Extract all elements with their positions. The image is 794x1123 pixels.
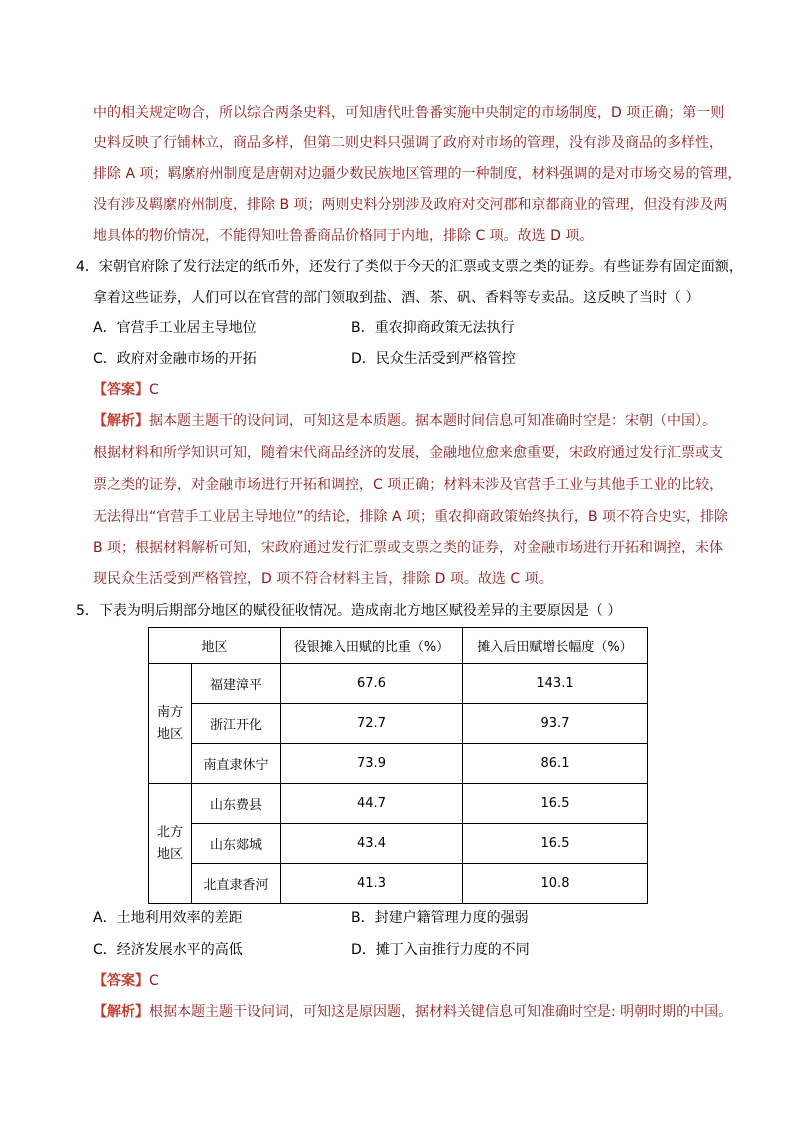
prev-analysis-line-3: 排除 A 项；羁縻府州制度是唐朝对边疆少数民族地区管理的一种制度，材料强调的是对市场交易的管理， xyxy=(93,166,742,182)
q5-option-d: D．摊丁入亩推行力度的不同 xyxy=(351,942,530,958)
prev-analysis-line-5: 地具体的物价情况，不能得知吐鲁番商品价格同于内地，排除 C 项。故选 D 项。 xyxy=(93,228,594,244)
ratio-cell: 41.3 xyxy=(281,864,463,904)
q5-analysis-text: 根据本题主题干设问词，可知这是原因题，据材料关键信息可知准确时空是: 明朝时期的中国。 xyxy=(149,1004,733,1020)
ratio-cell: 72.7 xyxy=(281,704,463,744)
region-cell-north xyxy=(149,784,192,904)
region-north-line-2: 地区 xyxy=(156,846,183,862)
place-cell: 山东郯城 xyxy=(192,824,281,864)
prev-analysis-line-1: 中的相关规定吻合，所以综合两条史料，可知唐代吐鲁番实施中央制定的市场制度，D 项正确；第一则 xyxy=(93,105,725,121)
table-row xyxy=(149,824,648,864)
ratio-cell: 44.7 xyxy=(281,784,463,824)
region-cell-south xyxy=(149,664,192,784)
q5-analysis-tag: 【解析】 xyxy=(93,1004,149,1020)
table-row xyxy=(149,744,648,784)
header-growth: 摊入后田赋增长幅度（%） xyxy=(463,628,648,664)
q5-answer-tag: 【答案】 xyxy=(93,973,149,989)
place-cell: 福建漳平 xyxy=(192,664,281,704)
prev-analysis-line-2: 史料反映了行铺林立，商品多样，但第二则史料只强调了政府对市场的管理，没有涉及商品的多样性， xyxy=(93,135,723,151)
place-cell: 浙江开化 xyxy=(192,704,281,744)
growth-cell: 10.8 xyxy=(463,864,648,904)
growth-cell: 143.1 xyxy=(463,664,648,704)
q4-answer-value: C xyxy=(149,382,159,398)
q4-answer-tag: 【答案】 xyxy=(93,382,149,398)
q4-stem-line-2: 拿着这些证券，人们可以在官营的部门领取到盐、酒、茶、矾、香料等专卖品。这反映了当时（ ） xyxy=(93,290,700,306)
ratio-cell: 43.4 xyxy=(281,824,463,864)
table-row xyxy=(149,784,648,824)
q5-option-c: C．经济发展水平的高低 xyxy=(93,942,243,958)
q4-option-b: B．重农抑商政策无法执行 xyxy=(351,320,515,336)
q5-answer-value: C xyxy=(149,973,159,989)
q4-analysis-line-4: 无法得出“官营手工业居主导地位”的结论，排除 A 项；重农抑商政策始终执行，B 项不符合史实，排除 xyxy=(93,509,729,525)
place-cell: 山东费县 xyxy=(192,784,281,824)
q5-stem: 5．下表为明后期部分地区的赋役征收情况。造成南北方地区赋役差异的主要原因是（ ） xyxy=(76,603,622,619)
q4-analysis-line-2: 根据材料和所学知识可知，随着宋代商品经济的发展，金融地位愈来愈重要，宋政府通过发行汇票或支 xyxy=(93,445,723,461)
region-north-line-1: 北方 xyxy=(156,824,183,840)
q4-analysis-line-6: 现民众生活受到严格管控，D 项不符合材料主旨，排除 D 项。故选 C 项。 xyxy=(93,571,553,587)
table-header-row xyxy=(149,628,648,664)
place-cell: 南直隶休宁 xyxy=(192,744,281,784)
q4-analysis-line-5: B 项；根据材料解析可知，宋政府通过发行汇票或支票之类的证券，对金融市场进行开拓和调控，未体 xyxy=(93,540,724,556)
header-region: 地区 xyxy=(149,628,281,664)
q5-option-b: B．封建户籍管理力度的强弱 xyxy=(351,910,529,926)
table-row xyxy=(149,704,648,744)
growth-cell: 86.1 xyxy=(463,744,648,784)
q4-analysis-tag: 【解析】 xyxy=(93,413,149,429)
prev-analysis-line-4: 没有涉及羁縻府州制度，排除 B 项；两则史料分别涉及政府对交河郡和京都商业的管理，但没有涉及两 xyxy=(93,197,728,213)
q4-option-c: C．政府对金融市场的开拓 xyxy=(93,351,257,367)
growth-cell: 16.5 xyxy=(463,824,648,864)
q5-analysis-line-1 xyxy=(93,1002,732,1022)
q4-option-a: A．官营手工业居主导地位 xyxy=(93,320,257,336)
place-cell: 北直隶香河 xyxy=(192,864,281,904)
region-south-line-2: 地区 xyxy=(156,726,183,742)
q4-option-d: D．民众生活受到严格管控 xyxy=(351,351,516,367)
q4-analysis-text-1: 据本题主题干的设问词，可知这是本质题。据本题时间信息可知准确时空是：宋朝（中国）。 xyxy=(149,413,716,429)
ratio-cell: 67.6 xyxy=(281,664,463,704)
q5-answer xyxy=(93,971,159,991)
header-ratio: 役银摊入田赋的比重（%） xyxy=(281,628,463,664)
q4-stem-line-1: 4．宋朝官府除了发行法定的纸币外，还发行了类似于今天的汇票或支票之类的证券。有些证券有固定面额， xyxy=(76,259,743,275)
growth-cell: 16.5 xyxy=(463,784,648,824)
q4-answer xyxy=(93,380,159,400)
q4-analysis-line-3: 票之类的证券，对金融市场进行开拓和调控，C 项正确；材料未涉及官营手工业与其他手工业的比较， xyxy=(93,477,724,493)
q4-analysis-line-1 xyxy=(93,411,716,431)
tax-table xyxy=(148,627,648,904)
growth-cell: 93.7 xyxy=(463,704,648,744)
q5-option-a: A．土地利用效率的差距 xyxy=(93,910,243,926)
table-row xyxy=(149,864,648,904)
region-south-line-1: 南方 xyxy=(156,704,183,720)
ratio-cell: 73.9 xyxy=(281,744,463,784)
table-row xyxy=(149,664,648,704)
